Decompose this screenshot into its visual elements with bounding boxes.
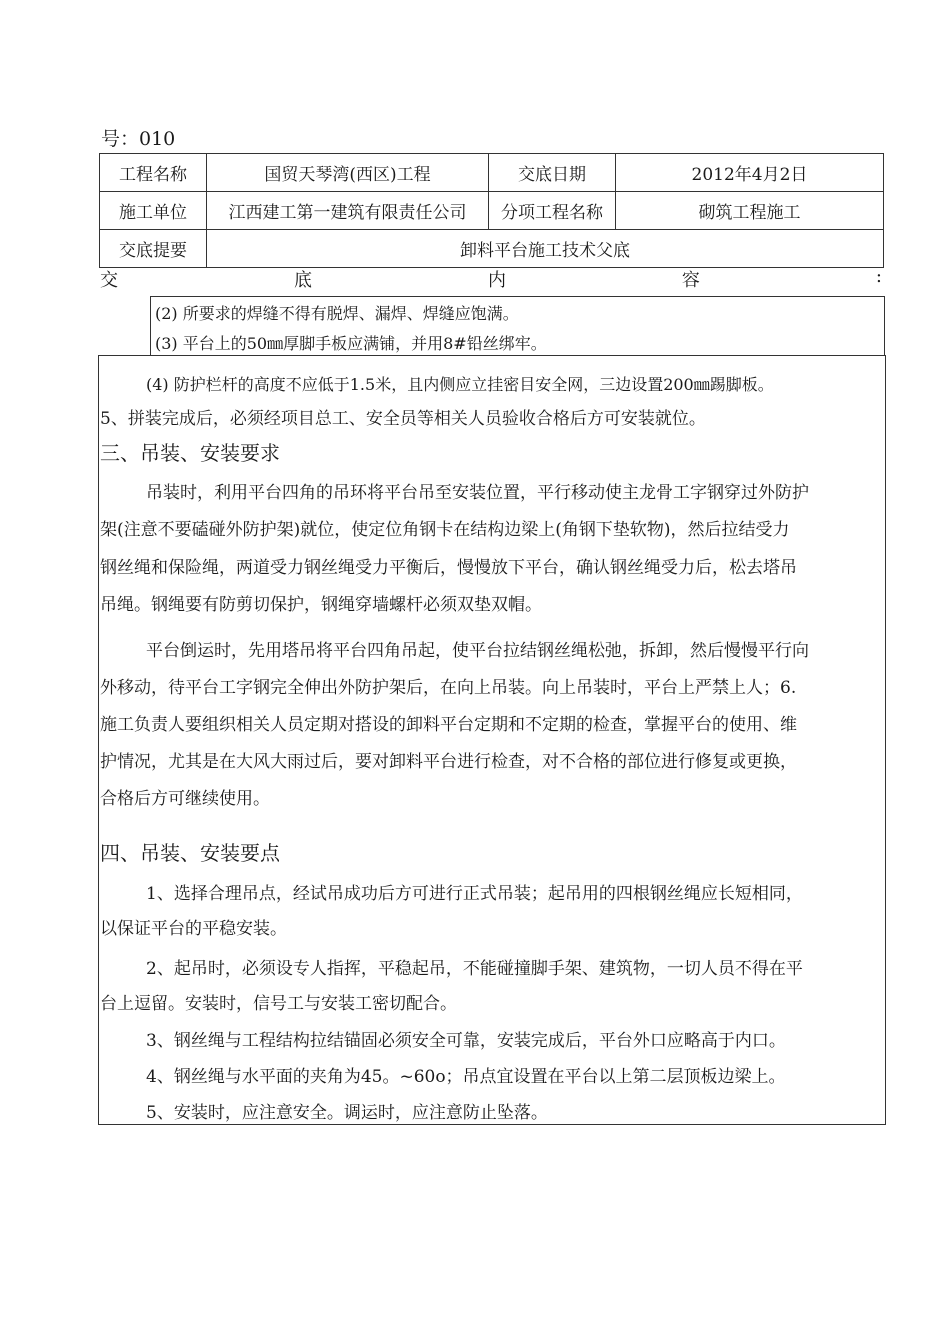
paragraph: 4、钢丝绳与水平面的夹角为45。~60o；吊点宜设置在平台以上第二层顶板边梁上。: [146, 1067, 786, 1087]
subproject-label: 分项工程名称: [489, 192, 616, 230]
content-label-char: 交: [100, 270, 118, 291]
paragraph-line: 平台倒运时，先用塔吊将平台四角吊起，使平台拉结钢丝绳松弛，拆卸，然后慢慢平行向: [146, 641, 809, 661]
paragraph-line: 台上逗留。安装时，信号工与安装工密切配合。: [100, 994, 457, 1014]
paragraph: 3、钢丝绳与工程结构拉结锚固必须安全可靠，安装完成后，平台外口应略高于内口。: [146, 1031, 786, 1051]
paragraph-line: 钢丝绳和保险绳，两道受力钢丝绳受力平衡后，慢慢放下平台，确认钢丝绳受力后，松去塔吊: [100, 558, 797, 578]
date-label: 交底日期: [489, 154, 616, 192]
upper-content-box: [150, 296, 885, 356]
paragraph-line: 以保证平台的平稳安装。: [100, 919, 287, 939]
project-name-label: 工程名称: [100, 154, 207, 192]
paragraph-line: 施工负责人要组织相关人员定期对搭设的卸料平台定期和不定期的检查，掌握平台的使用、维: [100, 715, 797, 735]
subproject-value: 砌筑工程施工: [616, 192, 884, 230]
paragraph-line: 2、起吊时，必须设专人指挥，平稳起吊，不能碰撞脚手架、建筑物，一切人员不得在平: [146, 959, 803, 979]
box-line: (3) 平台上的50㎜厚脚手板应满铺，并用8#铅丝绑牢。: [155, 334, 547, 353]
contractor-value: 江西建工第一建筑有限责任公司: [207, 192, 489, 230]
paragraph-line: 吊绳。钢绳要有防剪切保护，钢绳穿墙螺杆必须双垫双帽。: [100, 595, 542, 615]
paragraph: (4) 防护栏杆的高度不应低于1.5米，且内侧应立挂密目安全网，三边设置200㎜踢脚板。: [146, 375, 774, 394]
date-value: 2012年4月2日: [616, 154, 884, 192]
paragraph: 5、安装时，应注意安全。调运时，应注意防止坠落。: [146, 1103, 548, 1123]
table-row: [100, 192, 884, 230]
content-label-char: :: [875, 266, 882, 287]
box-line: (2) 所要求的焊缝不得有脱焊、漏焊、焊缝应饱满。: [155, 304, 519, 323]
summary-label: 交底提要: [100, 230, 207, 268]
table-row: [100, 154, 884, 192]
project-name-value: 国贸天琴湾(西区)工程: [207, 154, 489, 192]
section-heading: 四、吊装、安装要点: [100, 841, 280, 865]
content-label: [100, 266, 882, 292]
header-table: [99, 153, 884, 268]
content-label-char: 容: [681, 270, 700, 291]
section-heading: 三、吊装、安装要求: [100, 441, 280, 465]
paragraph-line: 架(注意不要磕碰外防护架)就位，使定位角钢卡在结构边梁上(角钢下垫软物)，然后拉结受力: [100, 520, 790, 540]
paragraph-line: 1、选择合理吊点，经试吊成功后方可进行正式吊装；起吊用的四根钢丝绳应长短相同，: [146, 884, 803, 904]
paragraph-line: 吊装时，利用平台四角的吊环将平台吊至安装位置，平行移动使主龙骨工字钢穿过外防护: [146, 483, 809, 503]
contractor-label: 施工单位: [100, 192, 207, 230]
summary-value: 卸料平台施工技术父底: [207, 230, 884, 268]
paragraph-line: 护情况，尤其是在大风大雨过后，要对卸料平台进行检查，对不合格的部位进行修复或更换，: [100, 752, 797, 772]
document-number: 号：010: [101, 128, 176, 150]
paragraph-line: 合格后方可继续使用。: [100, 789, 270, 809]
content-label-char: 底: [293, 270, 312, 291]
paragraph-line: 外移动，待平台工字钢完全伸出外防护架后，在向上吊装。向上吊装时，平台上严禁上人；6.: [100, 678, 797, 698]
content-label-char: 内: [487, 270, 506, 291]
table-row: [100, 230, 884, 268]
paragraph: 5、拼装完成后，必须经项目总工、安全员等相关人员验收合格后方可安装就位。: [100, 409, 706, 429]
